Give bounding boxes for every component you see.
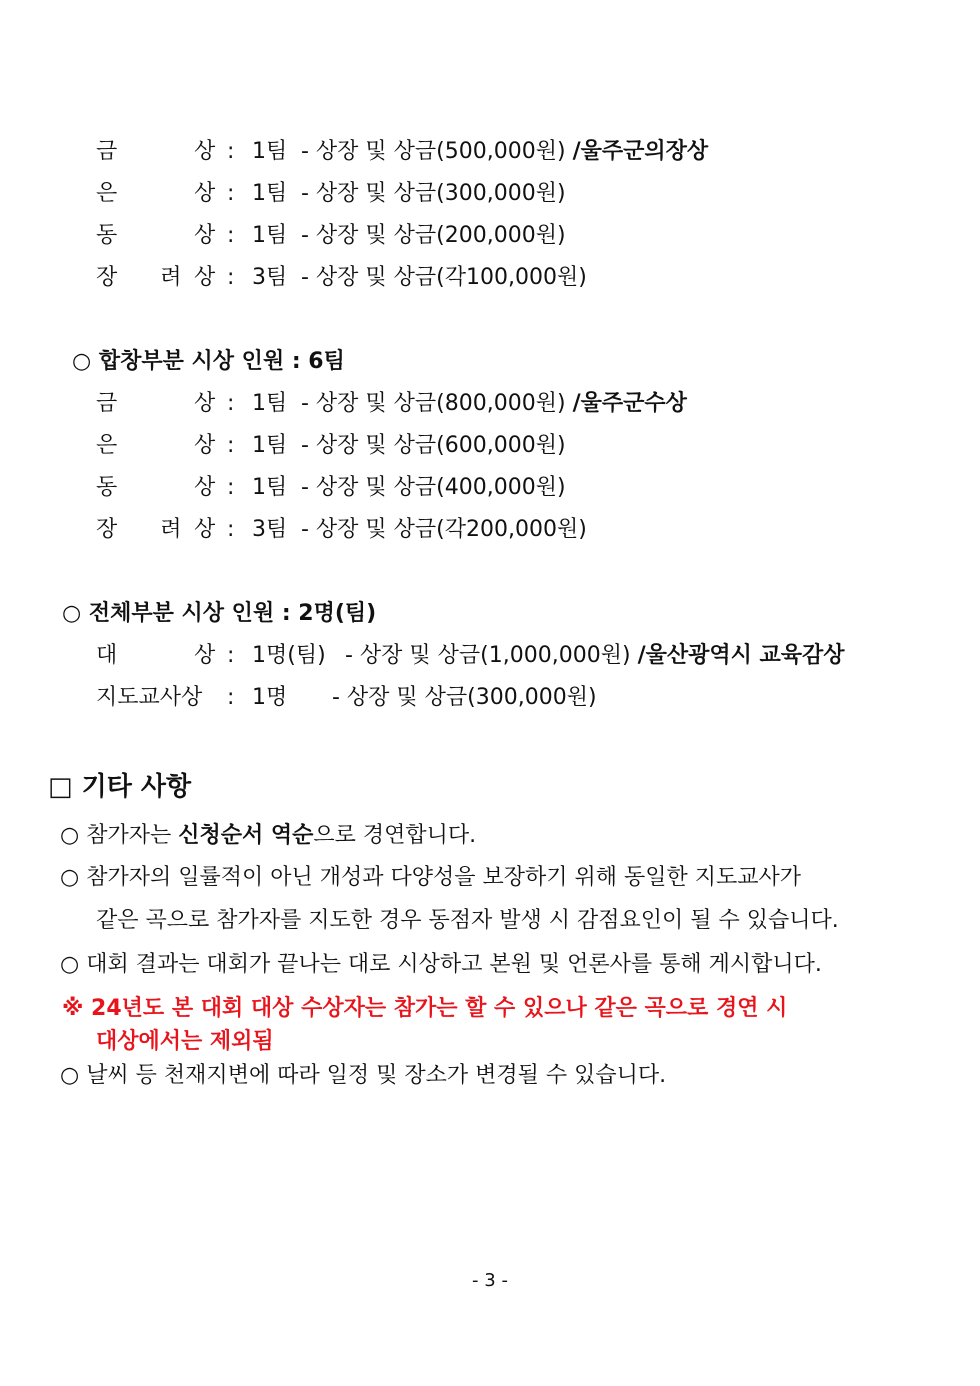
award-label: 동 <box>96 475 118 500</box>
award-colon: : <box>227 643 235 668</box>
award-label: 은 <box>96 181 118 206</box>
award-desc: - 상장 및 상금(200,000원) <box>301 223 566 248</box>
award-count: 1명(팀) <box>252 643 326 668</box>
other-item-2-line1: ○ 참가자의 일률적이 아닌 개성과 다양성을 보장하기 위해 동일한 지도교사가 <box>60 865 801 890</box>
other-heading: □ 기타 사항 <box>48 772 192 802</box>
other-item-1-prefix: ○ 참가자는 <box>60 823 179 848</box>
award-desc-text: - 상장 및 상금(1,000,000원) <box>345 643 631 668</box>
note-line-1: ※ 24년도 본 대회 대상 수상자는 참가는 할 수 있으나 같은 곡으로 경연 시 <box>62 996 788 1021</box>
award-sang: 상 <box>194 181 216 206</box>
award-sang: 상 <box>194 223 216 248</box>
award-colon: : <box>227 223 235 248</box>
award-colon: : <box>227 391 235 416</box>
award-count: 1명 <box>252 685 288 710</box>
award-label: 은 <box>96 433 118 458</box>
award-colon: : <box>227 265 235 290</box>
note-line-2: 대상에서는 제외됨 <box>96 1029 274 1054</box>
award-sang: 상 <box>194 139 216 164</box>
award-desc: - 상장 및 상금(각200,000원) <box>301 517 587 542</box>
overall-heading: ○ 전체부분 시상 인원 : 2명(팀) <box>62 601 377 626</box>
award-label: 대 <box>96 643 118 668</box>
award-sang: 상 <box>194 475 216 500</box>
award-colon: : <box>227 181 235 206</box>
award-desc-text: - 상장 및 상금(500,000원) <box>301 139 566 164</box>
award-count: 1팀 <box>252 181 288 206</box>
award-desc: - 상장 및 상금(각100,000원) <box>301 265 587 290</box>
award-label: 동 <box>96 223 118 248</box>
page-number: - 3 - <box>472 1270 508 1291</box>
other-item-3: ○ 대회 결과는 대회가 끝나는 대로 시상하고 본원 및 언론사를 통해 게시합니다. <box>60 952 822 977</box>
award-extra: /울주군의장상 <box>572 139 709 164</box>
award-desc: - 상장 및 상금(300,000원) <box>332 685 597 710</box>
award-sang: 상 <box>194 433 216 458</box>
award-sang: 상 <box>194 517 216 542</box>
award-sang: 상 <box>194 643 216 668</box>
award-desc-text: - 상장 및 상금(800,000원) <box>301 391 566 416</box>
award-desc: - 상장 및 상금(600,000원) <box>301 433 566 458</box>
award-count: 3팀 <box>252 265 288 290</box>
award-label: 금 <box>96 139 118 164</box>
award-desc: - 상장 및 상금(400,000원) <box>301 475 566 500</box>
award-count: 1팀 <box>252 223 288 248</box>
award-desc <box>345 641 845 671</box>
award-colon: : <box>227 475 235 500</box>
award-count: 1팀 <box>252 391 288 416</box>
award-count: 1팀 <box>252 433 288 458</box>
award-desc <box>301 389 687 419</box>
other-item-1-suffix: 으로 경연합니다. <box>313 823 477 848</box>
award-extra: /울산광역시 교육감상 <box>637 643 845 668</box>
award-colon: : <box>227 517 235 542</box>
award-sang: 상 <box>194 265 216 290</box>
award-desc <box>301 137 708 167</box>
award-label: 지도교사상 <box>96 685 203 710</box>
other-item-1 <box>60 821 476 851</box>
choir-heading: ○ 합창부분 시상 인원 : 6팀 <box>72 349 345 374</box>
award-colon: : <box>227 685 235 710</box>
award-desc: - 상장 및 상금(300,000원) <box>301 181 566 206</box>
other-item-1-bold: 신청순서 역순 <box>178 823 314 848</box>
award-colon: : <box>227 139 235 164</box>
other-item-4: ○ 날씨 등 천재지변에 따라 일정 및 장소가 변경될 수 있습니다. <box>60 1063 667 1088</box>
award-count: 3팀 <box>252 517 288 542</box>
award-colon: : <box>227 433 235 458</box>
award-label: 장 려 <box>96 517 200 542</box>
other-item-2-line2: 같은 곡으로 참가자를 지도한 경우 동점자 발생 시 감점요인이 될 수 있습니다. <box>96 908 839 933</box>
award-label: 장 려 <box>96 265 200 290</box>
award-sang: 상 <box>194 391 216 416</box>
award-label: 금 <box>96 391 118 416</box>
award-count: 1팀 <box>252 139 288 164</box>
award-count: 1팀 <box>252 475 288 500</box>
award-extra: /울주군수상 <box>572 391 687 416</box>
